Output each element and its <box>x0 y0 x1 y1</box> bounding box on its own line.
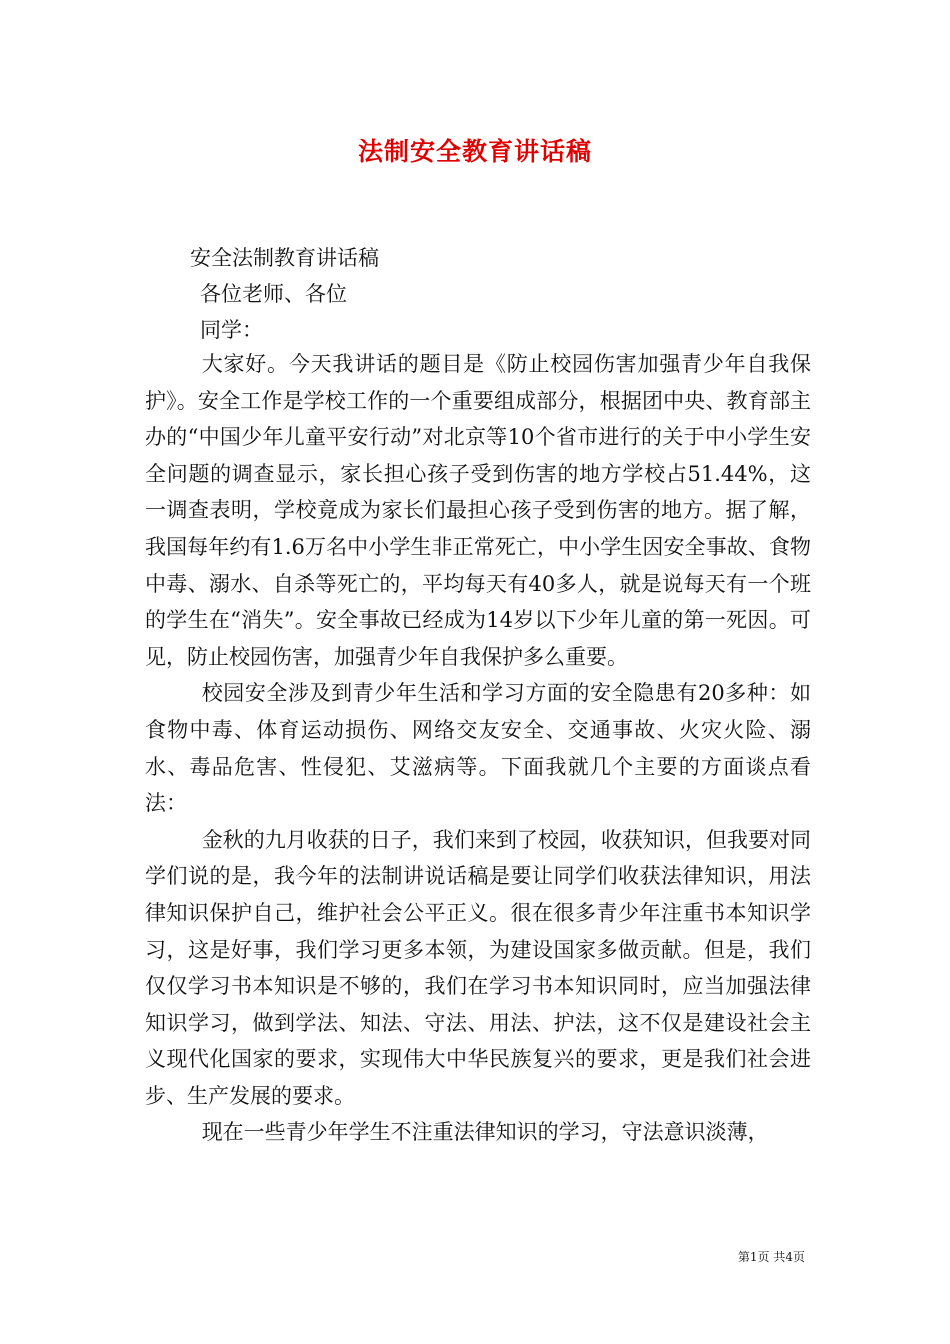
document-body <box>145 346 811 1151</box>
paragraph-3: 金秋的九月收获的日子，我们来到了校园，收获知识，但我要对同学们说的是，我今年的法制讲说话稿是要让同学们收获法律知识，用法律知识保护自己，维护社会公平正义。很在很多青少年注重书本知识学习，这是好事，我们学习更多本领，为建设国家多做贡献。但是，我们仅仅学习书本知识是不够的，我们在学习书本知识同时，应当加强法律知识学习，做到学法、知法、守法、用法、护法，这不仅是建设社会主义现代化国家的要求，实现伟大中华民族复兴的要求，更是我们社会进步、生产发展的要求。 <box>145 827 811 1108</box>
document-title: 法制安全教育讲话稿 <box>357 137 592 166</box>
paragraph-2: 校园安全涉及到青少年生活和学习方面的安全隐患有20多种：如食物中毒、体育运动损伤、网络交友安全、交通事故、火灾火险、溺水、毒品危害、性侵犯、艾滋病等。下面我就几个主要的方面谈点看法： <box>145 681 811 816</box>
intro-block <box>190 240 379 348</box>
greeting-line-1: 各位老师、各位 <box>200 282 347 306</box>
intro-heading: 安全法制教育讲话稿 <box>190 246 379 270</box>
page-number-footer: 第1页 共4页 <box>737 1250 805 1264</box>
paragraph-1: 大家好。今天我讲话的题目是《防止校园伤害加强青少年自我保护》。安全工作是学校工作的一个重要组成部分，根据团中央、教育部主办的“中国少年儿童平安行动”对北京等10个省市进行的关于中小学生安全问题的调查显示，家长担心孩子受到伤害的地方学校占51.44%，这一调查表明，学校竟成为家长们最担心孩子受到伤害的地方。据了解，我国每年约有1.6万名中小学生非正常死亡，中小学生因安全事故、食物中毒、溺水、自杀等死亡的，平均每天有40多人，就是说每天有一个班的学生在“消失”。安全事故已经成为14岁以下少年儿童的第一死因。可见，防止校园伤害，加强青少年自我保护多么重要。 <box>145 352 811 669</box>
greeting-line-2: 同学： <box>200 318 263 342</box>
paragraph-4: 现在一些青少年学生不注重法律知识的学习，守法意识淡薄， <box>201 1120 769 1145</box>
